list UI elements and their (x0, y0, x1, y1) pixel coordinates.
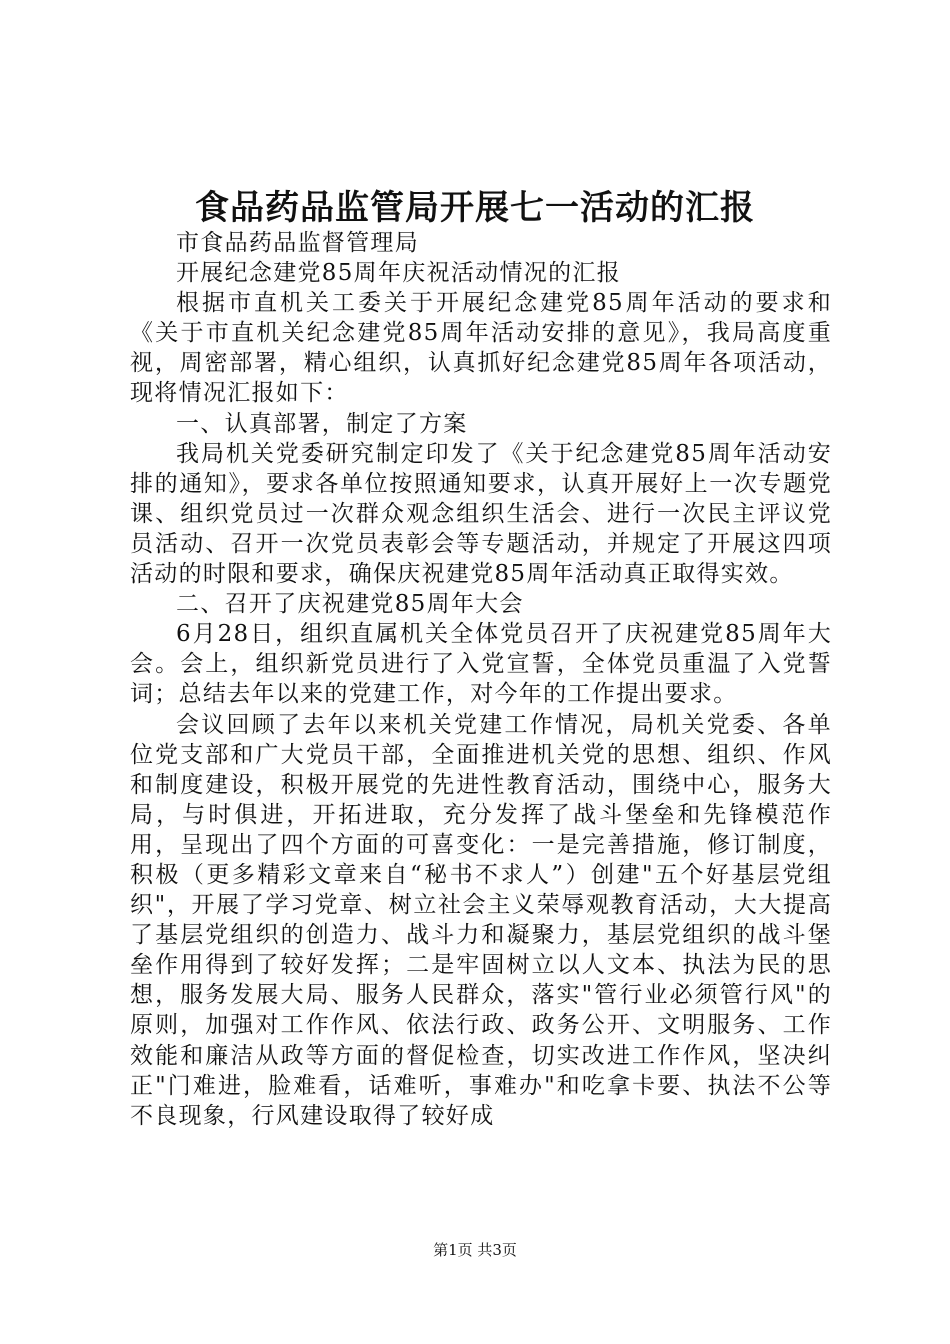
section-heading-2: 二、召开了庆祝建党85周年大会 (176, 591, 524, 618)
report-subtitle: 开展纪念建党85周年庆祝活动情况的汇报 (176, 260, 621, 287)
intro-paragraph: 根据市直机关工委关于开展纪念建党85周年活动的要求和《关于市直机关纪念建党85周年活动安排的意见》，我局高度重视，周密部署，精心组织，认真抓好纪念建党85周年各项活动，现将情况汇报如下： (130, 290, 832, 407)
section-heading-1: 一、认真部署，制定了方案 (176, 410, 468, 437)
section-paragraph-2: 6月28日，组织直属机关全体党员召开了庆祝建党85周年大会。会上，组织新党员进行了入党宣誓，全体党员重温了入党誓词；总结去年以来的党建工作，对今年的工作提出要求。 (130, 621, 832, 708)
issuer-line: 市食品药品监督管理局 (176, 230, 419, 256)
document-body (130, 228, 832, 1131)
page-number-footer: 第1页 共3页 (433, 1241, 517, 1259)
meeting-review-paragraph: 会议回顾了去年以来机关党建工作情况，局机关党委、各单位党支部和广大党员干部，全面推进机关党的思想、组织、作风和制度建设，积极开展党的先进性教育活动，围绕中心，服务大局，与时俱进，开拓进取，充分发挥了战斗堡垒和先锋模范作用，呈现出了四个方面的可喜变化：一是完善措施，修订制度，积极（更多精彩文章来自“秘书不求人”）创建"五个好基层党组织"，开展了学习党章、树立社会主义荣辱观教育活动，大大提高了基层党组织的创造力、战斗力和凝聚力，基层党组织的战斗堡垒作用得到了较好发挥；二是牢固树立以人文本、执法为民的思想，服务发展大局、服务人民群众，落实"管行业必须管行风"的原则，加强对工作作风、依法行政、政务公开、文明服务、工作效能和廉洁从政等方面的督促检查，切实改进工作作风，坚决纠正"门难进，脸难看，话难听，事难办"和吃拿卡要、执法不公等不良现象，行风建设取得了较好成 (130, 711, 832, 1129)
section-paragraph-1: 我局机关党委研究制定印发了《关于纪念建党85周年活动安排的通知》，要求各单位按照通知要求，认真开展好上一次专题党课、组织党员过一次群众观念组织生活会、进行一次民主评议党员活动、召开一次党员表彰会等专题活动，并规定了开展这四项活动的时限和要求，确保庆祝建党85周年活动真正取得实效。 (130, 440, 832, 588)
document-title: 食品药品监管局开展七一活动的汇报 (195, 188, 755, 228)
